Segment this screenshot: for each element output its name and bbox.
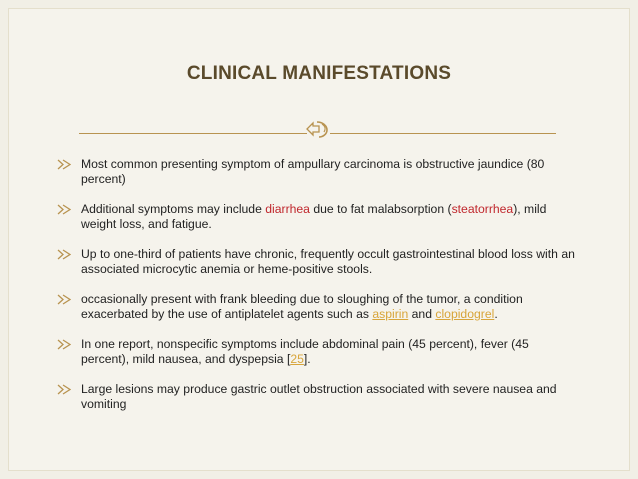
check-arrow-icon: [57, 159, 71, 170]
bullet-item: [57, 157, 577, 186]
bullet-item: [57, 292, 577, 321]
slide-title: CLINICAL MANIFESTATIONS: [186, 63, 452, 84]
divider-line-left: [79, 133, 307, 134]
highlight-term: diarrhea: [265, 202, 310, 216]
ornament-icon: [305, 118, 331, 140]
bullet-item: [57, 382, 577, 411]
bullet-text: In one report, nonspecific symptoms include abdominal pain (45 percent), fever (45 percent), mild nausea, and dyspepsia [25].: [81, 337, 529, 366]
divider-line-right: [330, 133, 556, 134]
bullet-item: [57, 202, 577, 231]
bullet-text: occasionally present with frank bleeding due to sloughing of the tumor, a condition exacerbated by the use of antiplatelet agents such as aspirin and clopidogrel.: [81, 292, 523, 321]
highlight-term: steatorrhea: [451, 202, 514, 216]
bullet-text: Most common presenting symptom of ampullary carcinoma is obstructive jaundice (80 percent): [81, 157, 545, 186]
bullet-list: [57, 157, 577, 427]
check-arrow-icon: [57, 384, 71, 395]
link-reference-25[interactable]: 25: [290, 351, 304, 366]
check-arrow-icon: [57, 339, 71, 350]
bullet-item: [57, 247, 577, 276]
check-arrow-icon: [57, 249, 71, 260]
check-arrow-icon: [57, 204, 71, 215]
link-aspirin[interactable]: aspirin: [372, 306, 409, 321]
bullet-item: [57, 337, 577, 366]
bullet-text: Up to one-third of patients have chronic, frequently occult gastrointestinal blood loss with an associated microcytic anemia or heme-positive stools.: [81, 247, 575, 276]
bullet-text: Large lesions may produce gastric outlet obstruction associated with severe nausea and vomiting: [81, 382, 557, 411]
check-arrow-icon: [57, 294, 71, 305]
link-clopidogrel[interactable]: clopidogrel: [435, 306, 495, 321]
bullet-text: Additional symptoms may include diarrhea due to fat malabsorption (steatorrhea), mild weight loss, and fatigue.: [81, 202, 547, 231]
